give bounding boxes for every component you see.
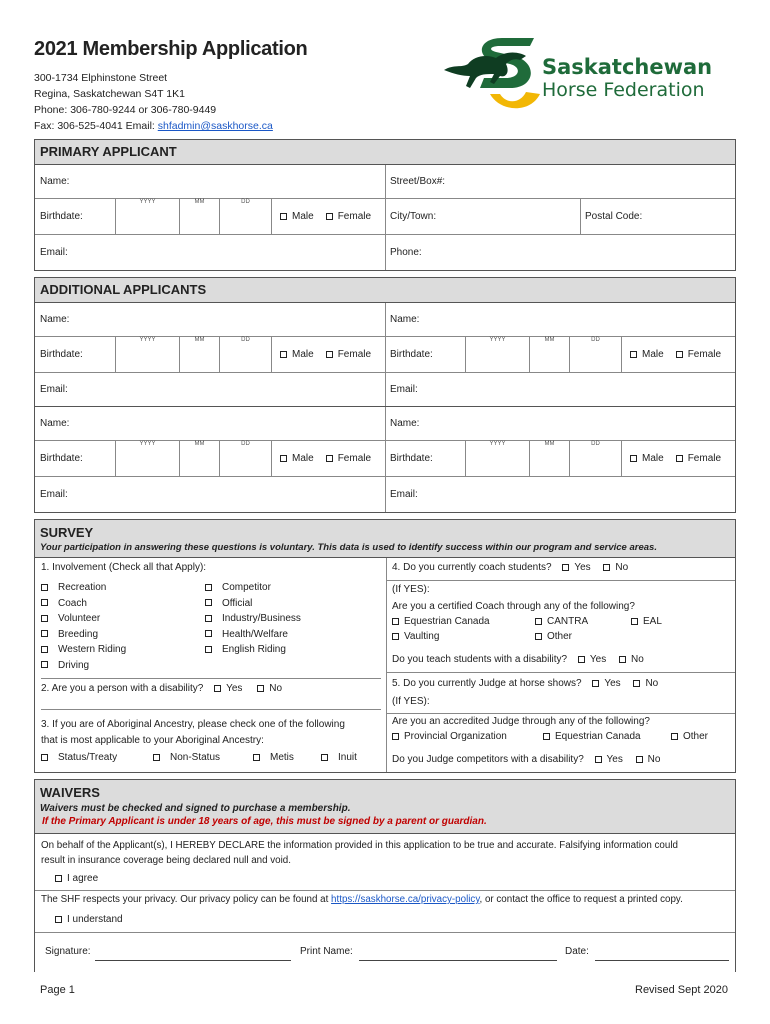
q1-col1-checkbox-2[interactable] bbox=[41, 599, 48, 606]
understand-row bbox=[55, 914, 123, 925]
additional-male-checkbox-2[interactable] bbox=[630, 351, 637, 358]
waivers-note-2: If the Primary Applicant is under 18 years of age, this must be signed by a parent or guardian. bbox=[42, 816, 487, 827]
yes-label: Yes bbox=[589, 654, 607, 665]
q4-disability-row bbox=[392, 654, 644, 665]
no-label: No bbox=[645, 678, 659, 689]
primary-mm-box[interactable]: MM bbox=[179, 199, 219, 234]
additional-gender-1 bbox=[275, 337, 385, 372]
privacy-text: The SHF respects your privacy. Our privacy policy can be found at https://saskhorse.ca/privacy-policy, or contact the office to request a printed copy. bbox=[41, 894, 683, 905]
q5-acc-label: Are you an accredited Judge through any of the following? bbox=[392, 716, 650, 727]
additional-email-field-3[interactable]: Email: bbox=[40, 489, 68, 500]
male-label: Male bbox=[642, 453, 664, 464]
q1-col1-option-label: Recreation bbox=[58, 582, 107, 593]
additional-dd-box-3[interactable]: DD bbox=[219, 441, 271, 476]
additional-yyyy-box-1[interactable]: YYYY bbox=[115, 337, 179, 372]
additional-yyyy-box-4[interactable]: YYYY bbox=[465, 441, 529, 476]
agree-row bbox=[55, 873, 98, 884]
declare-text bbox=[41, 838, 678, 868]
q2-yes-checkbox[interactable] bbox=[214, 685, 221, 692]
q3-text bbox=[41, 717, 345, 749]
primary-postal-field[interactable]: Postal Code: bbox=[585, 211, 643, 222]
q4-opt-5[interactable]: Other bbox=[535, 631, 572, 642]
q5-dis-yes-checkbox[interactable] bbox=[595, 756, 602, 763]
q5-label: 5. Do you currently Judge at horse shows? bbox=[392, 678, 582, 689]
additional-name-field-3[interactable]: Name: bbox=[40, 418, 70, 429]
male-label: Male bbox=[292, 211, 314, 222]
logo-line-2: Horse Federation bbox=[542, 79, 705, 101]
additional-gender-2 bbox=[625, 337, 735, 372]
additional-dd-box-1[interactable]: DD bbox=[219, 337, 271, 372]
q5-yes-checkbox[interactable] bbox=[592, 680, 599, 687]
primary-phone-field[interactable]: Phone: bbox=[390, 247, 422, 258]
q1-col1-option-5[interactable] bbox=[41, 642, 126, 658]
fax-text: Fax: 306-525-4041 Email: bbox=[34, 120, 158, 132]
additional-dd-box-2[interactable]: DD bbox=[569, 337, 621, 372]
q3-option-label: Metis bbox=[270, 752, 294, 763]
additional-name-field-2[interactable]: Name: bbox=[390, 314, 420, 325]
additional-female-checkbox-4[interactable] bbox=[676, 455, 683, 462]
q1-col2-checkbox-2[interactable] bbox=[205, 599, 212, 606]
q1-col2-checkbox-5[interactable] bbox=[205, 646, 212, 653]
q5-disability-row bbox=[392, 754, 660, 765]
additional-female-checkbox-3[interactable] bbox=[326, 455, 333, 462]
q4-opt-3[interactable]: EAL bbox=[631, 616, 662, 627]
additional-birthdate-row-1 bbox=[35, 337, 735, 373]
q3-line-1: 3. If you are of Aboriginal Ancestry, please check one of the following bbox=[41, 719, 345, 730]
q4-opt-1[interactable]: Equestrian Canada bbox=[392, 616, 490, 627]
privacy-link[interactable]: https://saskhorse.ca/privacy-policy bbox=[331, 894, 480, 905]
additional-male-checkbox-4[interactable] bbox=[630, 455, 637, 462]
q5-opt-1[interactable]: Provincial Organization bbox=[392, 731, 507, 742]
primary-female-checkbox[interactable] bbox=[326, 213, 333, 220]
primary-email-field[interactable]: Email: bbox=[40, 247, 68, 258]
declare-line-1: On behalf of the Applicant(s), I HEREBY DECLARE the information provided in this application to be true and accurate. Falsifying information could bbox=[41, 840, 678, 851]
q1-col1-option-label: Volunteer bbox=[58, 613, 101, 624]
q1-col1-checkbox-1[interactable] bbox=[41, 584, 48, 591]
q4-cert-label: Are you a certified Coach through any of the following? bbox=[392, 601, 635, 612]
page-number: Page 1 bbox=[40, 984, 75, 996]
q3-option-label: Non-Status bbox=[170, 752, 221, 763]
additional-mm-box-4[interactable]: MM bbox=[529, 441, 569, 476]
q3-option-label: Status/Treaty bbox=[58, 752, 118, 763]
q4-label: 4. Do you currently coach students? bbox=[392, 562, 552, 573]
q4-dis-no-checkbox[interactable] bbox=[619, 656, 626, 663]
additional-birthdate-label-4: Birthdate: bbox=[390, 453, 433, 464]
waivers-header bbox=[35, 780, 735, 834]
q3-line-2: that is most applicable to your Aboriginal Ancestry: bbox=[41, 735, 264, 746]
q1-col2-option-1[interactable] bbox=[205, 580, 301, 596]
additional-name-field-1[interactable]: Name: bbox=[40, 314, 70, 325]
q4-ifyes: (If YES): bbox=[392, 584, 430, 595]
q3-option-3[interactable] bbox=[253, 752, 294, 763]
additional-name-row-2 bbox=[35, 407, 735, 441]
additional-heading: ADDITIONAL APPLICANTS bbox=[35, 278, 735, 303]
q1-col2-checkbox-3[interactable] bbox=[205, 615, 212, 622]
waivers-heading: WAIVERS bbox=[40, 785, 100, 800]
q1-col2-checkbox-1[interactable] bbox=[205, 584, 212, 591]
q4-disability-label: Do you teach students with a disability? bbox=[392, 654, 568, 665]
male-label: Male bbox=[642, 349, 664, 360]
q5-row bbox=[392, 678, 658, 689]
additional-gender-3 bbox=[275, 441, 385, 476]
waivers-note-1: Waivers must be checked and signed to purchase a membership. bbox=[40, 803, 351, 814]
no-label: No bbox=[615, 562, 629, 573]
declare-line-2: result in insurance coverage being declared null and void. bbox=[41, 855, 291, 866]
primary-name-field[interactable]: Name: bbox=[40, 176, 70, 187]
q1-col1-option-label: Western Riding bbox=[58, 644, 127, 655]
q2-row bbox=[41, 683, 381, 710]
additional-email-field-2[interactable]: Email: bbox=[390, 384, 418, 395]
female-label: Female bbox=[687, 453, 722, 464]
print-name-label: Print Name: bbox=[300, 946, 353, 957]
q1-col2-option-2[interactable] bbox=[205, 596, 301, 612]
q5-opt-2[interactable]: Equestrian Canada bbox=[543, 731, 641, 742]
primary-heading: PRIMARY APPLICANT bbox=[35, 140, 735, 165]
q1-col1-checkbox-4[interactable] bbox=[41, 630, 48, 637]
date-label: Date: bbox=[565, 946, 589, 957]
additional-male-checkbox-3[interactable] bbox=[280, 455, 287, 462]
email-link[interactable]: shfadmin@saskhorse.ca bbox=[157, 120, 273, 132]
no-label: No bbox=[631, 654, 644, 665]
additional-email-field-4[interactable]: Email: bbox=[390, 489, 418, 500]
q5-disability-label: Do you Judge competitors with a disability? bbox=[392, 754, 584, 765]
phone-line: Phone: 306-780-9244 or 306-780-9449 bbox=[34, 104, 217, 116]
q2-label: 2. Are you a person with a disability? bbox=[41, 683, 204, 694]
q1-col2-checkbox-4[interactable] bbox=[205, 630, 212, 637]
q1-label: 1. Involvement (Check all that Apply): bbox=[41, 562, 207, 573]
male-label: Male bbox=[292, 453, 314, 464]
q3-checkbox-4[interactable] bbox=[321, 754, 328, 761]
q3-option-1[interactable] bbox=[41, 752, 117, 763]
q5-dis-no-checkbox[interactable] bbox=[636, 756, 643, 763]
primary-gender bbox=[275, 199, 385, 234]
q1-col2-option-4[interactable] bbox=[205, 627, 301, 643]
yes-label: Yes bbox=[606, 754, 623, 765]
female-label: Female bbox=[687, 349, 722, 360]
print-name-line[interactable] bbox=[359, 960, 557, 961]
q3-checkbox-1[interactable] bbox=[41, 754, 48, 761]
yes-label: Yes bbox=[574, 562, 591, 573]
q1-col-2 bbox=[205, 580, 301, 658]
additional-mm-box-1[interactable]: MM bbox=[179, 337, 219, 372]
waivers-section bbox=[34, 779, 736, 972]
primary-birthdate-label: Birthdate: bbox=[40, 211, 83, 222]
additional-name-field-4[interactable]: Name: bbox=[390, 418, 420, 429]
q1-col2-option-label: Health/Welfare bbox=[222, 628, 288, 640]
q1-col1-option-6[interactable] bbox=[41, 658, 126, 674]
q4-opt-4[interactable]: Vaulting bbox=[392, 631, 439, 642]
additional-yyyy-box-3[interactable]: YYYY bbox=[115, 441, 179, 476]
additional-mm-box-3[interactable]: MM bbox=[179, 441, 219, 476]
address-line-2: Regina, Saskatchewan S4T 1K1 bbox=[34, 88, 185, 100]
q5-opt-3[interactable]: Other bbox=[671, 731, 708, 742]
additional-gender-4 bbox=[625, 441, 735, 476]
q1-col2-option-label: Competitor bbox=[222, 582, 271, 593]
q3-option-label: Inuit bbox=[338, 752, 357, 763]
no-label: No bbox=[647, 754, 661, 765]
q5-no-checkbox[interactable] bbox=[633, 680, 640, 687]
q4-opt-2[interactable]: CANTRA bbox=[535, 616, 588, 627]
additional-birthdate-row-2 bbox=[35, 441, 735, 477]
primary-birthdate-row bbox=[35, 199, 735, 235]
logo-line-1: Saskatchewan bbox=[542, 55, 713, 79]
understand-label: I understand bbox=[67, 914, 123, 925]
primary-street-field[interactable]: Street/Box#: bbox=[390, 176, 446, 187]
q5-ifyes: (If YES): bbox=[392, 696, 430, 707]
q1-col2-option-label: Official bbox=[222, 597, 253, 609]
additional-email-row-2 bbox=[35, 477, 735, 512]
q1-options bbox=[41, 580, 381, 679]
q1-col1-option-2[interactable] bbox=[41, 596, 126, 612]
primary-male-checkbox[interactable] bbox=[280, 213, 287, 220]
additional-applicants-section bbox=[34, 277, 736, 513]
primary-dd-box[interactable]: DD bbox=[219, 199, 271, 234]
survey-header bbox=[35, 520, 735, 558]
shf-logo bbox=[440, 34, 740, 116]
revised-date: Revised Sept 2020 bbox=[635, 984, 728, 996]
q1-col2-option-label: English Riding bbox=[222, 644, 286, 655]
yes-label: Yes bbox=[604, 678, 621, 689]
q1-col1-option-3[interactable] bbox=[41, 611, 126, 627]
q1-col1-option-label: Breeding bbox=[58, 628, 99, 640]
female-label: Female bbox=[337, 211, 372, 222]
q1-col1-option-label: Driving bbox=[58, 659, 90, 671]
agree-checkbox[interactable] bbox=[55, 875, 62, 882]
q4-yes-checkbox[interactable] bbox=[562, 564, 569, 571]
primary-email-row bbox=[35, 235, 735, 270]
q1-col1-checkbox-5[interactable] bbox=[41, 646, 48, 653]
no-label: No bbox=[269, 683, 283, 694]
date-line[interactable] bbox=[595, 960, 729, 961]
q1-col-1 bbox=[41, 580, 126, 673]
male-label: Male bbox=[292, 349, 314, 360]
agree-label: I agree bbox=[67, 873, 99, 884]
q3-checkbox-2[interactable] bbox=[153, 754, 160, 761]
yes-label: Yes bbox=[226, 683, 243, 694]
page-title: 2021 Membership Application bbox=[34, 38, 308, 60]
primary-name-row bbox=[35, 165, 735, 199]
additional-yyyy-box-2[interactable]: YYYY bbox=[465, 337, 529, 372]
q1-col1-option-1[interactable] bbox=[41, 580, 126, 596]
q2-no-checkbox[interactable] bbox=[257, 685, 264, 692]
primary-applicant-section bbox=[34, 139, 736, 271]
address-line-1: 300-1734 Elphinstone Street bbox=[34, 72, 168, 84]
q1-col2-option-3[interactable] bbox=[205, 611, 301, 627]
additional-birthdate-label-3: Birthdate: bbox=[40, 453, 83, 464]
q3-option-4[interactable] bbox=[321, 752, 357, 763]
additional-dd-box-4[interactable]: DD bbox=[569, 441, 621, 476]
female-label: Female bbox=[337, 349, 372, 360]
additional-mm-box-2[interactable]: MM bbox=[529, 337, 569, 372]
survey-subtitle: Your participation in answering these questions is voluntary. This data is used to identify success within our program and service areas. bbox=[40, 542, 657, 553]
horse-logo-icon bbox=[440, 34, 740, 116]
primary-yyyy-box[interactable]: YYYY bbox=[115, 199, 179, 234]
q3-option-2[interactable] bbox=[153, 752, 220, 763]
q1-col1-checkbox-6[interactable] bbox=[41, 661, 48, 668]
additional-name-row-1 bbox=[35, 303, 735, 337]
fax-line bbox=[34, 118, 273, 134]
additional-email-field-1[interactable]: Email: bbox=[40, 384, 68, 395]
additional-female-checkbox-1[interactable] bbox=[326, 351, 333, 358]
q3-checkbox-3[interactable] bbox=[253, 754, 260, 761]
q4-no-checkbox[interactable] bbox=[603, 564, 610, 571]
additional-birthdate-label-2: Birthdate: bbox=[390, 349, 433, 360]
survey-section bbox=[34, 519, 736, 773]
q1-col2-option-5[interactable] bbox=[205, 642, 301, 658]
understand-checkbox[interactable] bbox=[55, 916, 62, 923]
signature-label: Signature: bbox=[45, 946, 91, 957]
primary-city-field[interactable]: City/Town: bbox=[390, 211, 437, 222]
additional-email-row-1 bbox=[35, 373, 735, 407]
survey-heading: SURVEY bbox=[40, 525, 94, 540]
q4-dis-yes-checkbox[interactable] bbox=[578, 656, 585, 663]
q1-col1-option-label: Coach bbox=[58, 597, 87, 609]
additional-birthdate-label-1: Birthdate: bbox=[40, 349, 83, 360]
additional-male-checkbox-1[interactable] bbox=[280, 351, 287, 358]
q1-col2-option-label: Industry/Business bbox=[222, 613, 301, 624]
signature-line[interactable] bbox=[95, 960, 291, 961]
q4-row bbox=[392, 562, 628, 573]
q1-col1-checkbox-3[interactable] bbox=[41, 615, 48, 622]
q1-col1-option-4[interactable] bbox=[41, 627, 126, 643]
additional-female-checkbox-2[interactable] bbox=[676, 351, 683, 358]
female-label: Female bbox=[337, 453, 372, 464]
